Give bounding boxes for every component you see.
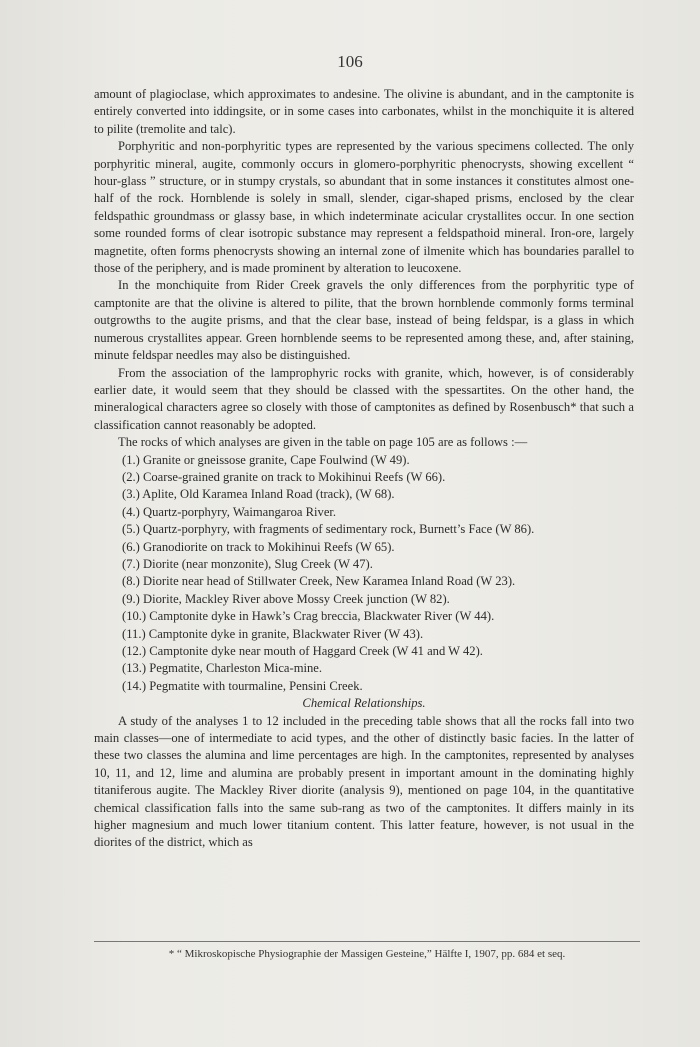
- list-item: (6.) Granodiorite on track to Mokihinui Reefs (W 65).: [122, 539, 395, 554]
- paragraph-chemical-relationships: A study of the analyses 1 to 12 included in the preceding table shows that all the rocks fall into two main classes—one of intermediate to acid types, and the other of distinctly basic facies. In the latter of these two classes the alumina and lime percentages are high. In the camptonites, represented by analyses 10, 11, and 12, lime and alumina are probably present in important amount in the dominating highly titaniferous augite. The Mackley River diorite (analysis 9), mentioned on page 104, in the quantitative chemical classification falls into the same sub-rang as two of the camptonites. It differs mainly in its higher magnesium and much lower titanium content. This latter feature, however, is not usual in the diorites of the district, which as: [94, 713, 634, 850]
- list-item: (12.) Camptonite dyke near mouth of Haggard Creek (W 41 and W 42).: [122, 644, 483, 658]
- body-text: [94, 86, 634, 852]
- list-item: (9.) Diorite, Mackley River above Mossy Creek junction (W 82).: [122, 591, 450, 606]
- rock-list: [94, 452, 634, 696]
- paragraph-olivine: amount of plagioclase, which approximates to andesine. The olivine is abundant, and in the camptonite is entirely converted into iddingsite, or in some cases into carbonates, whilst in the monchiquite it is altered to pilite (tremolite and talc).: [94, 87, 634, 136]
- list-item: (3.) Aplite, Old Karamea Inland Road (track), (W 68).: [122, 487, 395, 502]
- list-item: (11.) Camptonite dyke in granite, Blackwater River (W 43).: [122, 626, 424, 641]
- paragraph-porphyritic-types: Porphyritic and non-porphyritic types are represented by the various specimens collected. The only porphyritic mineral, augite, commonly occurs in glomero-porphyritic phenocrysts, showing excellent “ hour-glass ” structure, or in stumpy crystals, so abundant that in some instances it constitutes almost one-half of the rock. Hornblende is solely in small, slender, cigar-shaped prisms, enclosed by the clear feldspathic groundmass or glassy base, in which indeterminate acicular crystallites occur. In one section some rounded forms of clear isotropic substance may represent a feldspathoid mineral. Iron-ore, largely magnetite, often forms phenocrysts showing an internal zone of ilmenite which has boundaries parallel to those of the periphery, and is made prominent by alteration to leucoxene.: [94, 139, 634, 276]
- list-item: (10.) Camptonite dyke in Hawk’s Crag breccia, Blackwater River (W 44).: [122, 609, 495, 624]
- page-number: 106: [337, 52, 363, 71]
- footnote: * “ Mikroskopische Physiographie der Massigen Gesteine,” Hälfte I, 1907, pp. 684 et seq.: [94, 941, 640, 960]
- list-item: (8.) Diorite near head of Stillwater Creek, New Karamea Inland Road (W 23).: [122, 574, 516, 589]
- section-heading: Chemical Relationships.: [302, 696, 426, 711]
- list-item: (14.) Pegmatite with tourmaline, Pensini Creek.: [122, 678, 363, 693]
- paragraph-analyses-intro: The rocks of which analyses are given in the table on page 105 are as follows :—: [118, 435, 528, 450]
- list-item: (4.) Quartz-porphyry, Waimangaroa River.: [122, 504, 337, 519]
- list-item: (5.) Quartz-porphyry, with fragments of sedimentary rock, Burnett’s Face (W 86).: [122, 522, 535, 537]
- list-item: (13.) Pegmatite, Charleston Mica-mine.: [122, 661, 323, 676]
- list-item: (7.) Diorite (near monzonite), Slug Creek (W 47).: [122, 556, 373, 571]
- paragraph-monchiquite: In the monchiquite from Rider Creek gravels the only differences from the porphyritic type of camptonite are that the olivine is altered to pilite, that the brown hornblende commonly forms terminal outgrowths to the augite prisms, and that the clear base, instead of being feldspar, is a glass in which numerous crystallites appear. Green hornblende seems to be represented among these, and, after staining, minute feldspar needles may also be distinguished.: [94, 278, 634, 363]
- list-item: (2.) Coarse-grained granite on track to Mokihinui Reefs (W 66).: [122, 469, 446, 484]
- list-item: (1.) Granite or gneissose granite, Cape Foulwind (W 49).: [122, 452, 410, 467]
- paragraph-classification: From the association of the lamprophyric rocks with granite, which, however, is of considerably earlier date, it would seem that they should be classed with the spessartites. On the other hand, the mineralogical characters agree so closely with those of camptonites as defined by Rosenbusch* that such a classification cannot reasonably be adopted.: [94, 365, 634, 432]
